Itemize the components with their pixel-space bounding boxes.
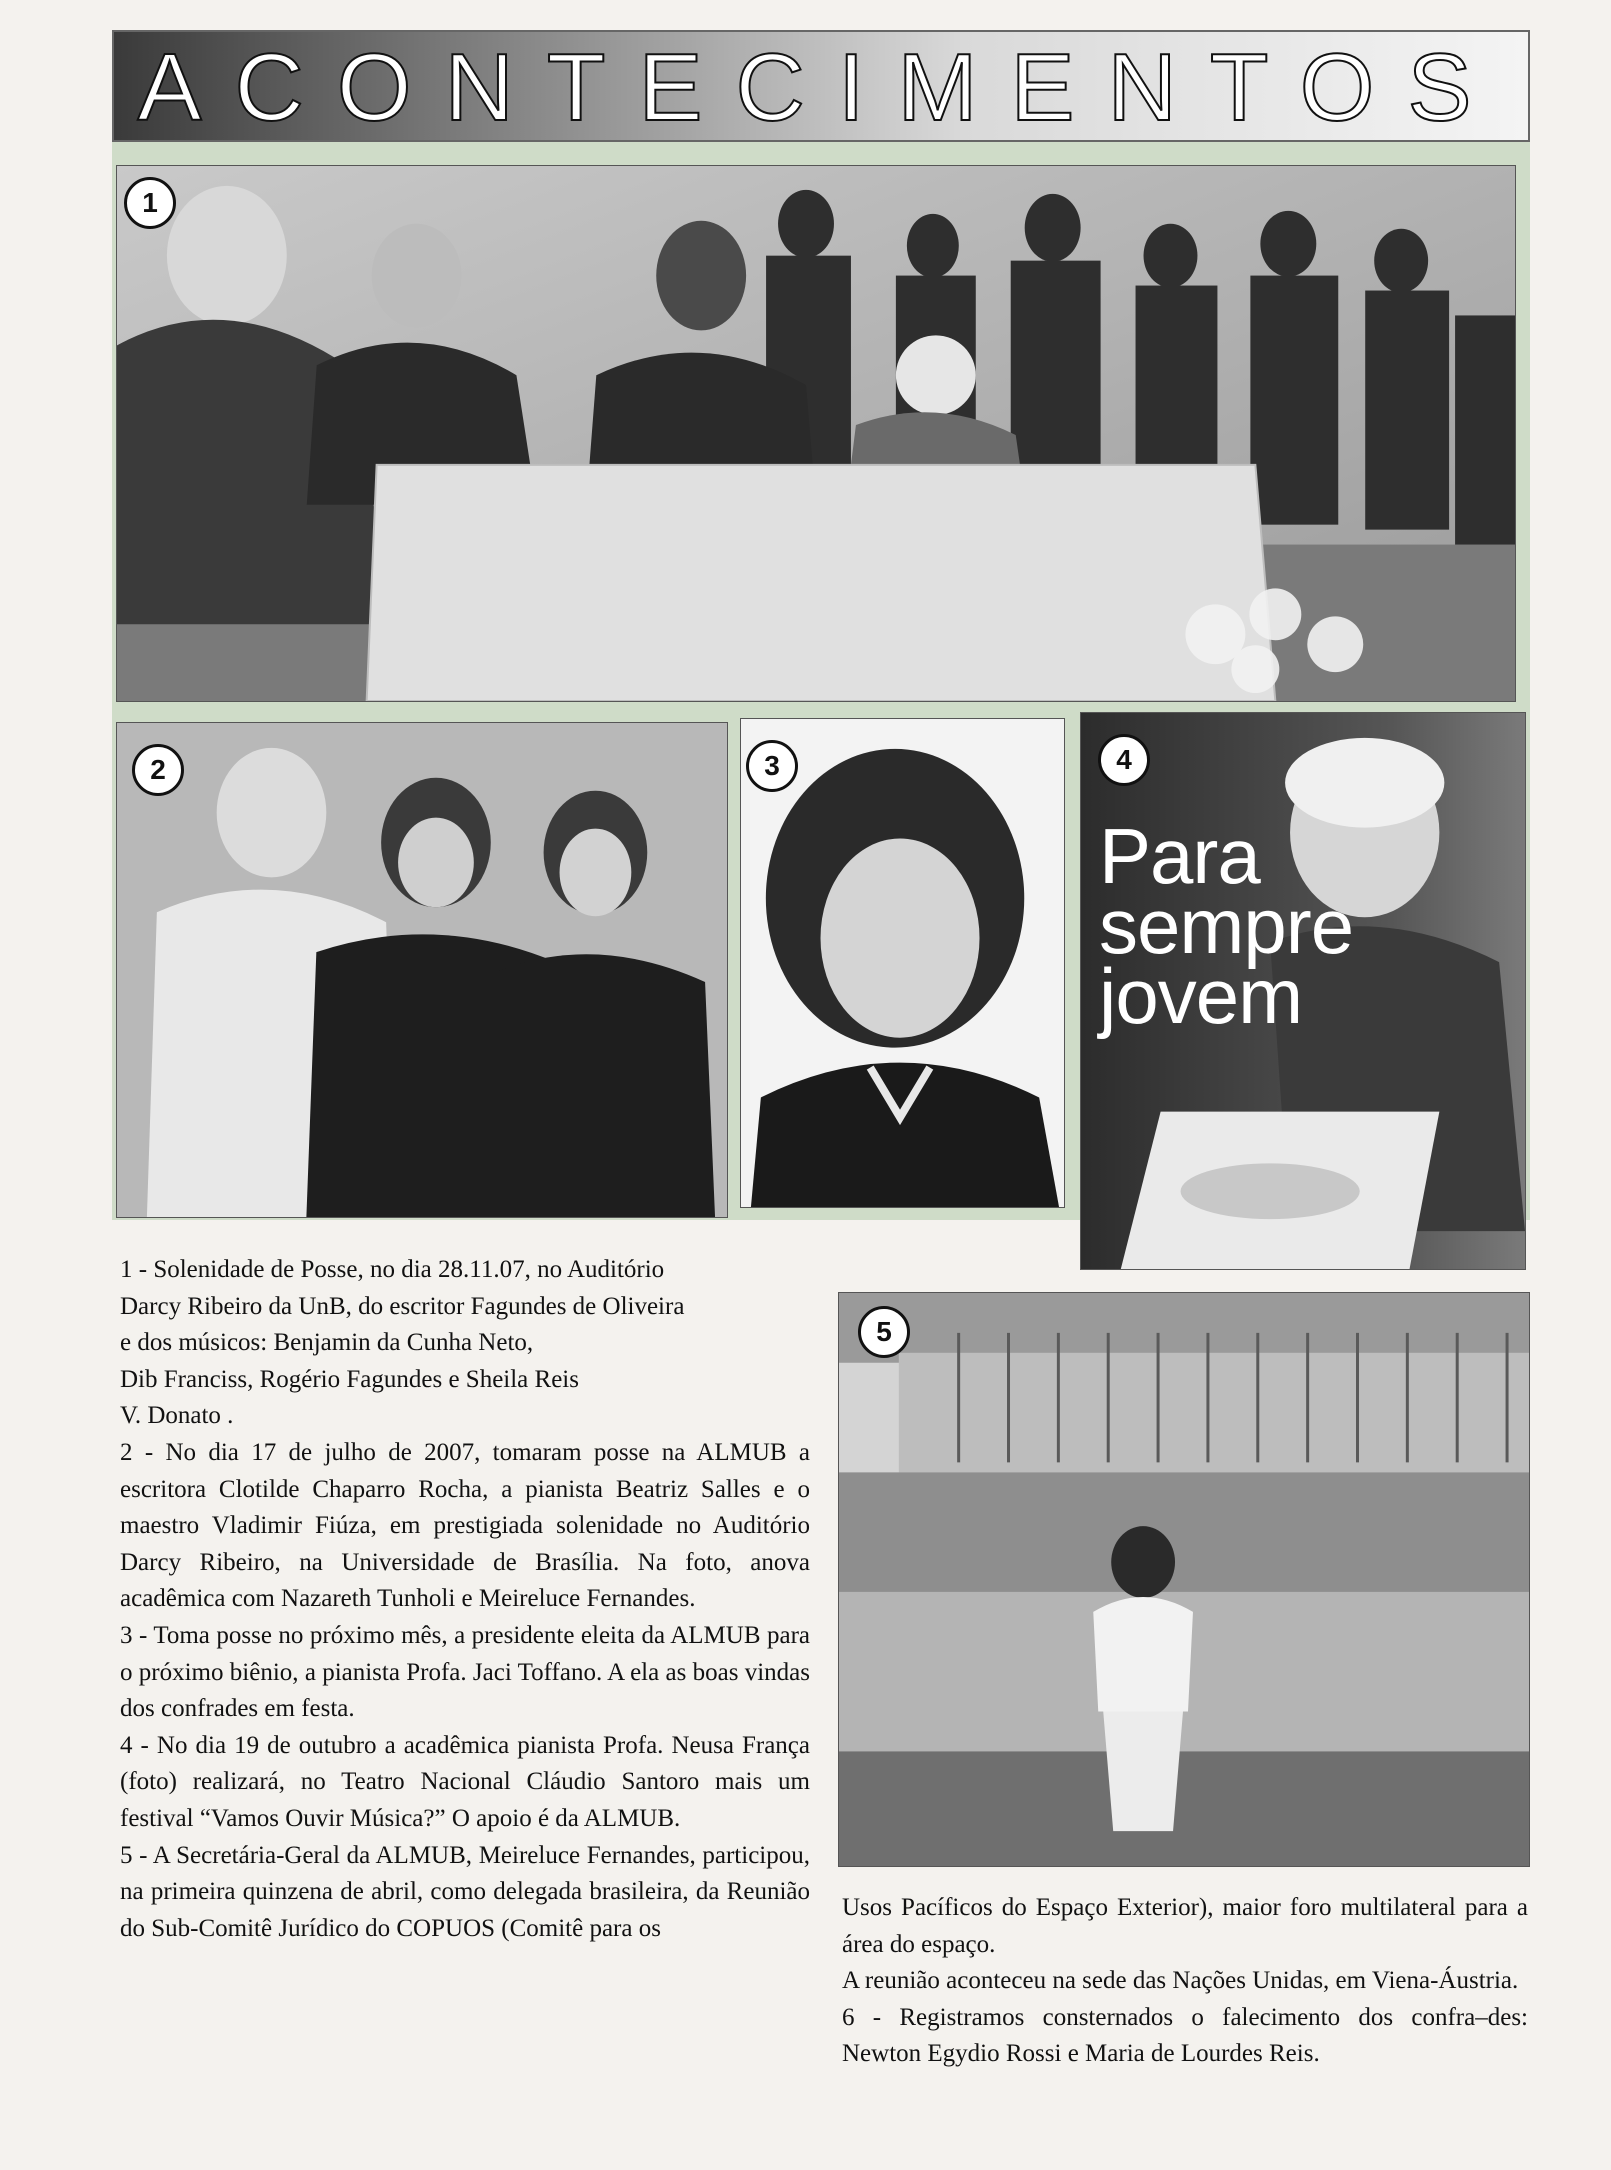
photo-2-number-badge: 2 bbox=[132, 744, 184, 796]
photo-vienna-image bbox=[839, 1293, 1529, 1866]
caption-6: 6 - Registramos consternados o falecimento dos confra–des: Newton Egydio Rossi e Maria de Lourdes Reis. bbox=[842, 2003, 1528, 2068]
caption-1-line-1: 1 - Solenidade de Posse, no dia 28.11.07, no Auditório bbox=[120, 1256, 665, 1283]
headline-line-1: Para bbox=[1099, 812, 1260, 900]
caption-1-line-3: e dos músicos: Benjamin da Cunha Neto, bbox=[120, 1329, 534, 1357]
photo-three-women bbox=[116, 722, 728, 1218]
caption-5-location: A reunião aconteceu na sede das Nações Unidas, em Viena-Áustria. bbox=[842, 1967, 1519, 1995]
caption-2: 2 - No dia 17 de julho de 2007, tomaram posse na ALMUB a escritora Clotilde Chaparro Rocha, a pianista Beatriz Salles e o maestro Vladimir Fiúza, em prestigiada solenidade no Auditório Darcy Ribeiro, na Universidade de Brasília. Na foto, anova acadêmica com Nazareth Tunholi e Meireluce Fernandes. bbox=[120, 1438, 810, 1613]
captions-right-column bbox=[842, 1890, 1528, 2073]
photo-4-headline bbox=[1099, 812, 1354, 1040]
caption-1-line-2: Darcy Ribeiro da UnB, do escritor Fagundes de Oliveira bbox=[120, 1292, 685, 1320]
photo-pianist bbox=[1080, 712, 1526, 1270]
headline-line-2: sempre bbox=[1099, 882, 1354, 970]
caption-5-continued: Usos Pacíficos do Espaço Exterior), maior foro multilateral para a área do espaço. bbox=[842, 1894, 1528, 1958]
caption-1-line-5: V. Donato . bbox=[120, 1402, 234, 1430]
photo-ceremony bbox=[116, 165, 1516, 702]
captions-left-column bbox=[120, 1252, 810, 1947]
caption-1-line-4: Dib Franciss, Rogério Fagundes e Sheila Reis bbox=[120, 1365, 579, 1393]
page-header bbox=[112, 30, 1530, 142]
photo-portrait-image bbox=[741, 719, 1064, 1207]
photo-vienna bbox=[838, 1292, 1530, 1867]
photo-three-women-image bbox=[117, 723, 727, 1217]
caption-4: 4 - No dia 19 de outubro a acadêmica pianista Profa. Neusa França (foto) realizará, no Teatro Nacional Cláudio Santoro mais um festival “Vamos Ouvir Música?” O apoio é da ALMUB. bbox=[120, 1731, 810, 1832]
photo-ceremony-image bbox=[117, 166, 1515, 701]
photo-1-number-badge: 1 bbox=[124, 177, 176, 229]
caption-3: 3 - Toma posse no próximo mês, a presidente eleita da ALMUB para o próximo biênio, a pianista Profa. Jaci Toffano. A ela as boas vindas dos confrades em festa. bbox=[120, 1621, 810, 1723]
photo-portrait-woman bbox=[740, 718, 1065, 1208]
caption-5: 5 - A Secretária-Geral da ALMUB, Meireluce Fernandes, participou, na primeira quinzena de abril, como delegada brasileira, da Reunião do Sub-Comitê Jurídico do COPUOS (Comitê para os bbox=[120, 1841, 810, 1942]
page-title: ACONTECIMENTOS bbox=[137, 34, 1505, 141]
photo-4-number-badge: 4 bbox=[1098, 734, 1150, 786]
photo-5-number-badge: 5 bbox=[858, 1306, 910, 1358]
photo-3-number-badge: 3 bbox=[746, 740, 798, 792]
headline-line-3: jovem bbox=[1099, 952, 1303, 1040]
